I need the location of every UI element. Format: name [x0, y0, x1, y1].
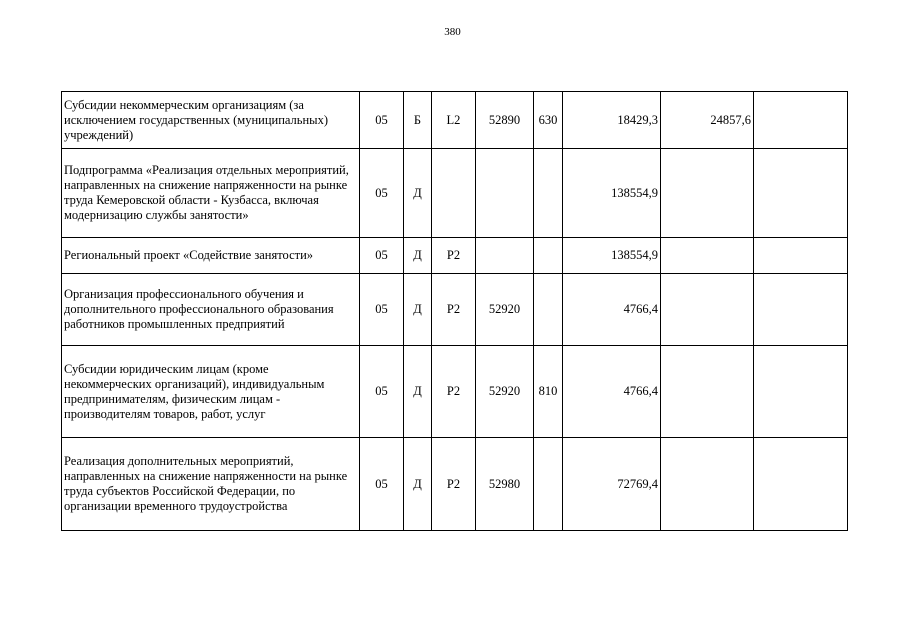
type-cell: 630	[534, 92, 563, 149]
program-cell: Р2	[432, 346, 476, 438]
table-row	[62, 346, 848, 438]
row-name: Региональный проект «Содействие занятости»	[62, 238, 360, 274]
amount2-cell	[661, 238, 754, 274]
amount1-cell: 4766,4	[563, 346, 661, 438]
row-name: Субсидии юридическим лицам (кроме некоммерческих организаций), индивидуальным предпринимателям, физическим лицам - производителям товаров, работ, услуг	[62, 346, 360, 438]
section-cell: 05	[360, 92, 404, 149]
table-row	[62, 92, 848, 149]
amount2-cell	[661, 438, 754, 531]
section-cell: 05	[360, 274, 404, 346]
type-cell	[534, 238, 563, 274]
row-name: Организация профессионального обучения и дополнительного профессионального образования работников промышленных предприятий	[62, 274, 360, 346]
budget-table	[61, 91, 848, 531]
amount1-cell: 138554,9	[563, 149, 661, 238]
table-row	[62, 438, 848, 531]
amount3-cell	[754, 438, 848, 531]
table-row	[62, 238, 848, 274]
amount1-cell: 4766,4	[563, 274, 661, 346]
code-cell	[476, 149, 534, 238]
code-cell	[476, 238, 534, 274]
amount2-cell	[661, 149, 754, 238]
amount2-cell: 24857,6	[661, 92, 754, 149]
amount2-cell	[661, 346, 754, 438]
code-cell: 52920	[476, 274, 534, 346]
amount1-cell: 138554,9	[563, 238, 661, 274]
type-cell	[534, 274, 563, 346]
row-name: Реализация дополнительных мероприятий, направленных на снижение напряженности на рынке труда субъектов Российской Федерации, по организации временного трудоустройства	[62, 438, 360, 531]
code-cell: 52890	[476, 92, 534, 149]
page-number: 380	[444, 26, 461, 38]
amount3-cell	[754, 274, 848, 346]
table-row	[62, 149, 848, 238]
subsection-cell: Д	[404, 438, 432, 531]
amount2-cell	[661, 274, 754, 346]
section-cell: 05	[360, 346, 404, 438]
section-cell: 05	[360, 149, 404, 238]
row-name: Подпрограмма «Реализация отдельных мероприятий, направленных на снижение напряженности на рынке труда Кемеровской области - Кузбасса, включая модернизацию службы занятости»	[62, 149, 360, 238]
row-name: Субсидии некоммерческим организациям (за исключением государственных (муниципальных) учреждений)	[62, 92, 360, 149]
program-cell: L2	[432, 92, 476, 149]
type-cell	[534, 438, 563, 531]
program-cell: Р2	[432, 238, 476, 274]
program-cell	[432, 149, 476, 238]
subsection-cell: Д	[404, 346, 432, 438]
table-row	[62, 274, 848, 346]
amount1-cell: 18429,3	[563, 92, 661, 149]
program-cell: Р2	[432, 438, 476, 531]
section-cell: 05	[360, 238, 404, 274]
code-cell: 52980	[476, 438, 534, 531]
type-cell: 810	[534, 346, 563, 438]
subsection-cell: Д	[404, 149, 432, 238]
amount3-cell	[754, 346, 848, 438]
subsection-cell: Д	[404, 238, 432, 274]
amount3-cell	[754, 149, 848, 238]
section-cell: 05	[360, 438, 404, 531]
subsection-cell: Д	[404, 274, 432, 346]
code-cell: 52920	[476, 346, 534, 438]
amount3-cell	[754, 92, 848, 149]
program-cell: Р2	[432, 274, 476, 346]
subsection-cell: Б	[404, 92, 432, 149]
amount1-cell: 72769,4	[563, 438, 661, 531]
type-cell	[534, 149, 563, 238]
amount3-cell	[754, 238, 848, 274]
